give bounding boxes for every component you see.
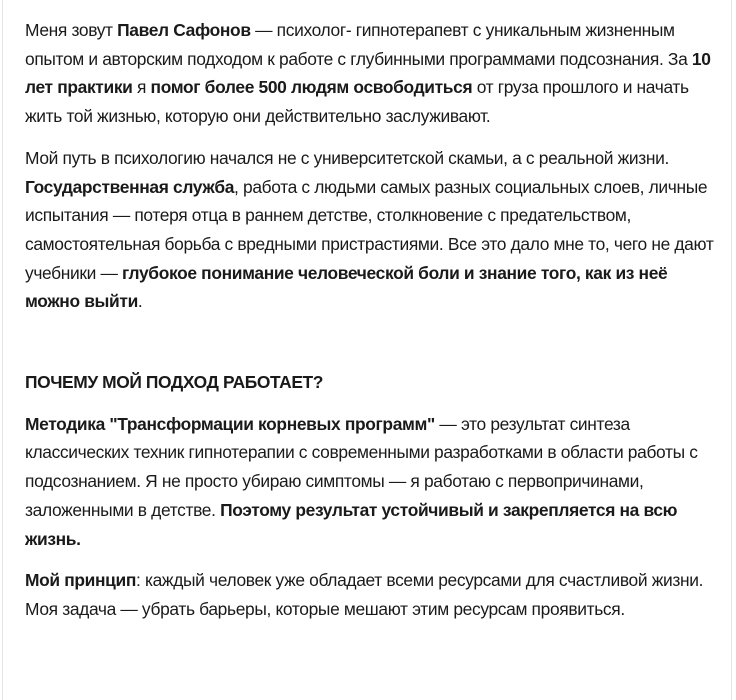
principle-label: Мой принцип [25,570,136,591]
experience-highlight: 10 лет практики [25,48,711,98]
text: Мой путь в психологию начался не с университетской скамьи, а с реальной жизни. [25,147,670,168]
background-paragraph [25,144,715,316]
text: от груза прошлого и начать жить той жизнью, которую они действительно заслуживают. [25,77,689,127]
section-heading: ПОЧЕМУ МОЙ ПОДХОД РАБОТАЕТ? [25,372,323,393]
intro-paragraph [25,16,715,131]
text: Меня зовут [25,20,118,40]
understanding-highlight: глубокое понимание человеческой боли и знание того, как из неё можно выйти [25,262,668,312]
author-name: Павел Сафонов [117,20,251,40]
article-body [25,16,715,624]
text: — психолог- гипнотерапевт с уникальным жизненным опытом и авторским подходом к работе с глубинными программами подсознания. За [25,20,692,69]
method-name: Методика "Трансформации корневых программ" [25,413,435,434]
clients-highlight: помог более 500 людям освободиться [150,77,473,98]
text: я [132,77,151,98]
principle-paragraph [25,566,715,623]
text: : каждый человек уже обладает всеми ресурсами для счастливой жизни. Моя задача — убрать барьеры, которые мешают этим ресурсам проявиться. [25,570,704,619]
method-paragraph [25,410,715,554]
result-highlight: Поэтому результат устойчивый и закрепляется на всю жизнь. [25,499,678,549]
text: , работа с людьми самых разных социальных слоев, личные испытания — потеря отца в раннем детстве, столкновение с предательством, самостоятельная борьба с вредными пристрастиями. Все это дало мне то, чего не дают учебники — [25,176,714,283]
civil-service-highlight: Государственная служба [25,176,235,197]
text: — это результат синтеза классических техник гипнотерапии с современными разработками в области работы с подсознанием. Я не просто убираю симптомы — я работаю с первопричинами, заложенными в детстве. [25,413,698,520]
text: . [137,291,143,312]
